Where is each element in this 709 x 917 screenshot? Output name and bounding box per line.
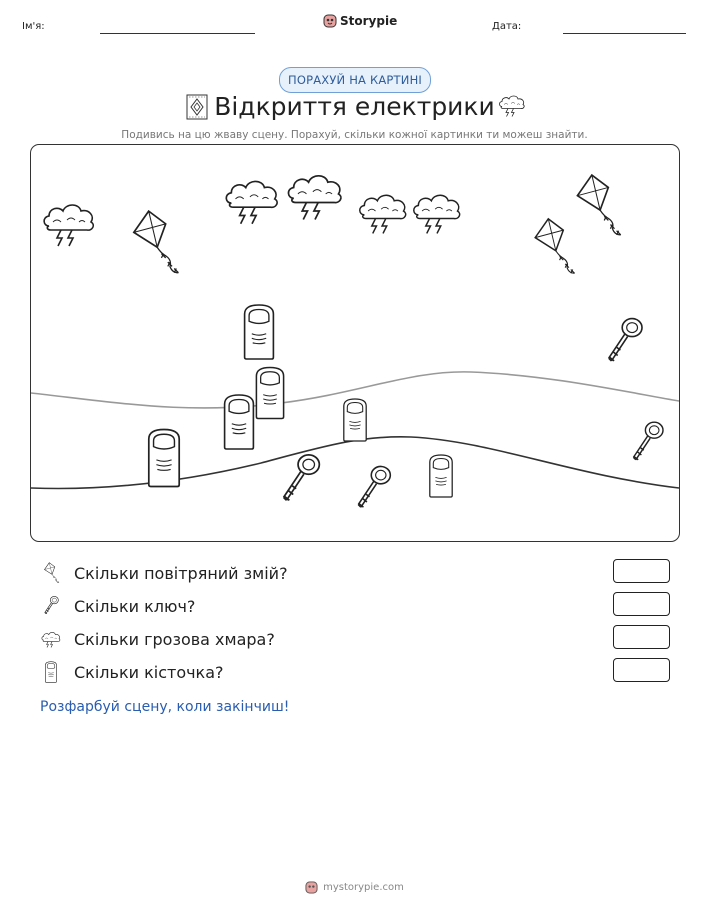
key-icon — [633, 422, 663, 460]
date-label: Дата: — [492, 21, 522, 32]
storm-cloud-icon — [360, 195, 406, 233]
kite-icon — [40, 562, 62, 584]
footer-url[interactable]: mystorypie.com — [323, 882, 404, 893]
brand-name: Storypie — [340, 14, 398, 28]
brand-logo — [323, 13, 397, 29]
storypie-mascot-icon — [323, 13, 337, 29]
knuckle-icon — [245, 305, 274, 359]
answer-box-key[interactable] — [613, 592, 670, 616]
instructions: Подивись на цю жваву сцену. Порахуй, скільки кожної картинки ти можеш знайти. — [121, 129, 588, 141]
question-storm-cloud — [40, 627, 275, 651]
counting-scene — [30, 144, 680, 542]
footer — [0, 880, 709, 895]
question-text: Скільки повітряний змій? — [74, 563, 288, 583]
kite-icon — [577, 175, 620, 235]
knuckle-icon — [344, 399, 366, 441]
knuckle-icon — [225, 395, 254, 449]
near-hill — [31, 437, 679, 489]
date-line[interactable] — [563, 33, 686, 34]
question-key — [40, 594, 195, 618]
name-label: Ім'я: — [22, 21, 45, 32]
knuckle-icon — [40, 661, 62, 683]
key-icon — [40, 595, 62, 617]
question-text: Скільки ключ? — [74, 596, 196, 616]
name-line[interactable] — [100, 33, 255, 34]
answer-box-kite[interactable] — [613, 559, 670, 583]
storypie-mascot-icon — [305, 880, 318, 895]
storm-cloud-icon — [40, 628, 62, 650]
question-knuckle — [40, 660, 224, 684]
answer-box-storm-cloud[interactable] — [613, 625, 670, 649]
scene-drawing — [31, 145, 679, 541]
kite-icon — [535, 219, 574, 273]
question-text: Скільки кісточка? — [74, 662, 224, 682]
knuckle-icon — [430, 455, 452, 497]
kite-icon — [134, 211, 179, 273]
key-icon — [358, 466, 390, 507]
key-icon — [284, 455, 320, 500]
storm-cloud-icon — [497, 92, 527, 118]
page-title: Відкриття електрики — [214, 92, 495, 121]
count-badge: ПОРАХУЙ НА КАРТИНІ — [279, 67, 431, 93]
storm-cloud-icon — [44, 205, 93, 246]
key-icon — [609, 319, 642, 361]
storm-cloud-icon — [226, 181, 277, 223]
storm-cloud-icon — [288, 176, 340, 220]
answer-box-knuckle[interactable] — [613, 658, 670, 682]
question-text: Скільки грозова хмара? — [74, 629, 275, 649]
question-kite — [40, 561, 288, 585]
knuckle-icon — [256, 368, 283, 419]
knuckle-icon — [149, 430, 179, 487]
coloring-note: Розфарбуй сцену, коли закінчиш! — [40, 699, 290, 715]
storm-cloud-icon — [414, 195, 460, 233]
